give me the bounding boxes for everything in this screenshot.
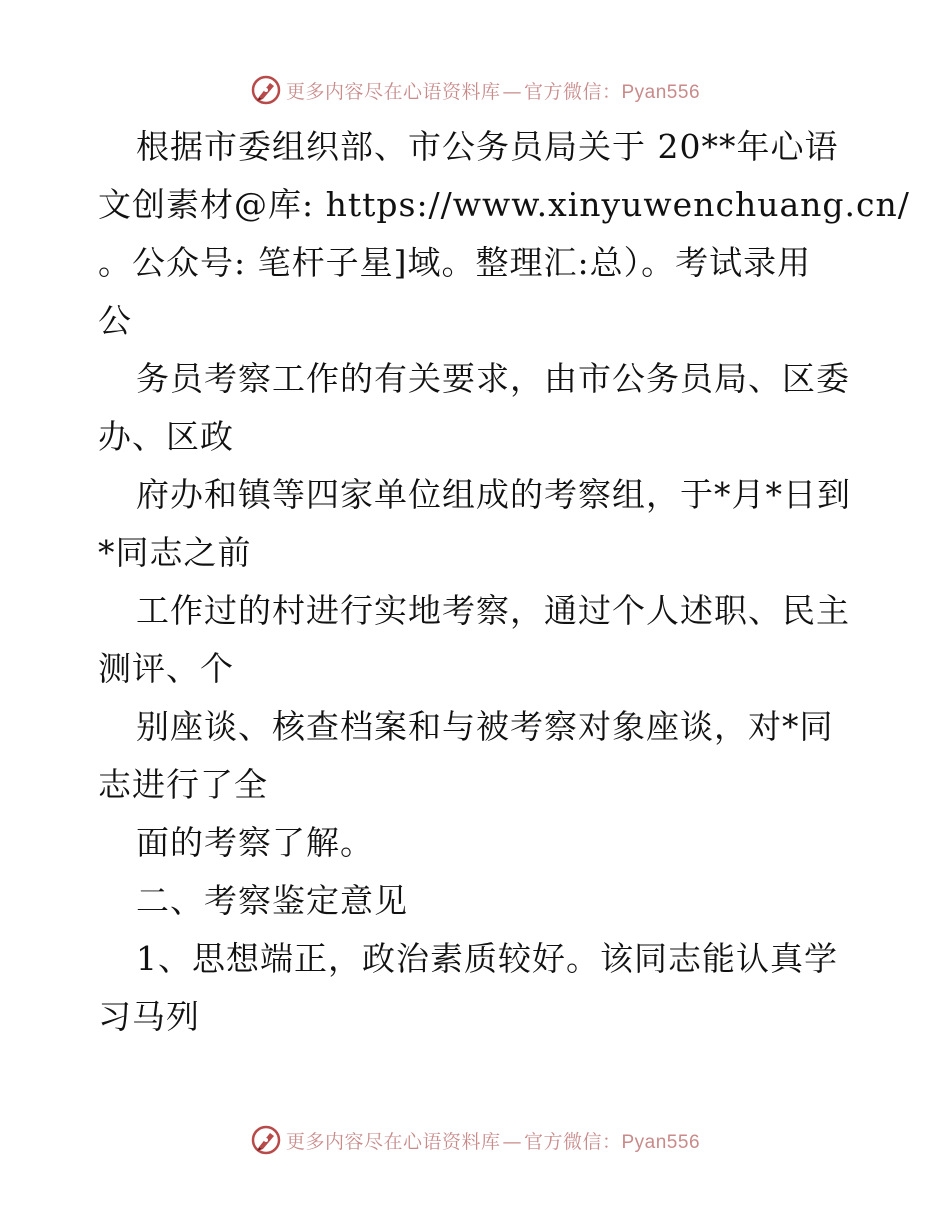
text-line: 办、区政 — [98, 417, 234, 456]
text-line: 面的考察了解。 — [136, 823, 374, 862]
text-line: 根据市委组织部、市公务员局关于 20**年心语 — [136, 127, 839, 166]
header-wechat-id: Pyan556 — [621, 81, 701, 103]
text-line: 习马列 — [98, 997, 200, 1036]
footer-banner — [0, 1120, 950, 1160]
text-line: 。公众号: 笔杆子星]域。整理汇:总）。考试录用 — [98, 243, 812, 282]
header-separator: — — [502, 80, 522, 103]
text-line: 务员考察工作的有关要求，由市公务员局、区委 — [136, 359, 850, 398]
document-body — [98, 118, 910, 1046]
text-line: 别座谈、核查档案和与被考察对象座谈，对*同 — [136, 707, 834, 746]
text-line: 二、考察鉴定意见 — [136, 881, 408, 920]
pen-logo-icon — [250, 1124, 282, 1156]
text-line: 志进行了全 — [98, 765, 268, 804]
header-official-label: 官方微信： — [523, 80, 622, 103]
footer-main-text: 更多内容尽在心语资料库 — [285, 1130, 501, 1153]
footer-separator: — — [502, 1130, 522, 1153]
header-text — [286, 77, 700, 104]
header-banner — [0, 70, 950, 110]
footer-wechat-id: Pyan556 — [621, 1131, 701, 1153]
pen-logo-icon — [250, 74, 282, 106]
text-line: 公 — [98, 301, 132, 340]
text-line: 工作过的村进行实地考察，通过个人述职、民主 — [136, 591, 850, 630]
text-line: *同志之前 — [98, 533, 252, 572]
text-line: 府办和镇等四家单位组成的考察组，于*月*日到 — [136, 475, 851, 514]
text-line: 文创素材@库: https://www.xinyuwenchuang.cn/ — [98, 185, 910, 224]
text-line: 1、思想端正，政治素质较好。该同志能认真学 — [136, 939, 838, 978]
footer-text — [286, 1127, 700, 1154]
header-main-text: 更多内容尽在心语资料库 — [285, 80, 501, 103]
footer-official-label: 官方微信： — [523, 1130, 622, 1153]
text-line: 测评、个 — [98, 649, 234, 688]
